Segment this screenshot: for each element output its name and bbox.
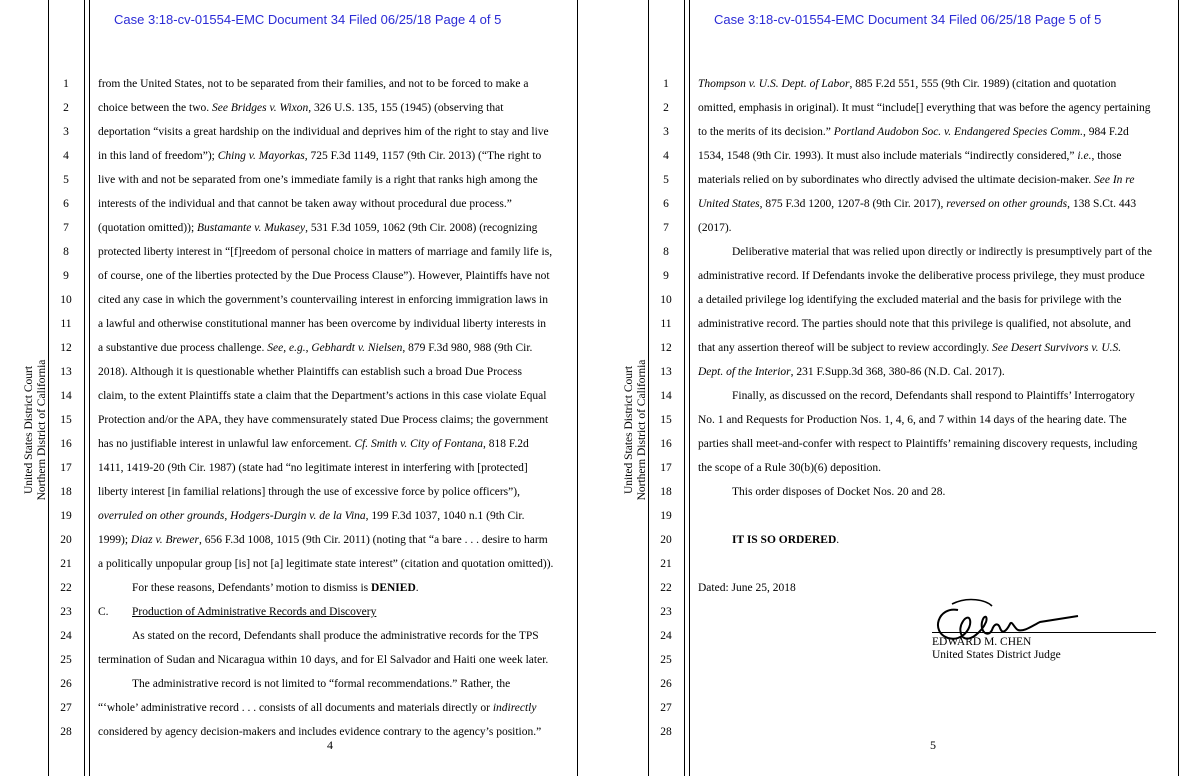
line-number: 25 [660, 654, 672, 666]
text-line: from the United States, not to be separated from their families, and not to be forced to make a [98, 78, 529, 90]
text-line: 1999); Diaz v. Brewer, 656 F.3d 1008, 1015 (9th Cir. 2011) (noting that “a bare . . . desire to harm [98, 534, 548, 546]
text-line: claim, to the extent Plaintiffs state a claim that the Department’s actions in this case violate Equal [98, 390, 547, 402]
document-page-5 [600, 0, 1200, 776]
text-line: No. 1 and Requests for Production Nos. 1, 4, 6, and 7 within 14 days of the hearing date. The [698, 414, 1127, 426]
line-number: 28 [60, 726, 72, 738]
text-line: administrative record. The parties should note that this privilege is qualified, not absolute, and [698, 318, 1131, 330]
line-number: 26 [660, 678, 672, 690]
text-line: liberty interest [in familial relations] through the use of excessive force by police officers”), [98, 486, 520, 498]
text-line: interests of the individual and that cannot be taken away without procedural due process.” [98, 198, 512, 210]
order-statement: IT IS SO ORDERED. [732, 534, 840, 546]
line-number: 22 [60, 582, 72, 594]
text-line: considered by agency decision-makers and includes evidence contrary to the agency’s position.” [98, 726, 542, 738]
line-number: 4 [663, 150, 669, 162]
text-line: United States, 875 F.3d 1200, 1207-8 (9th Cir. 2017), reversed on other grounds, 138 S.Ct. 443 [698, 198, 1137, 210]
text-line: materials relied on by subordinates who directly advised the ultimate decision-maker. See In re [698, 174, 1135, 186]
text-line: administrative record. If Defendants invoke the deliberative process privilege, they must produce [698, 270, 1145, 282]
line-number: 14 [660, 390, 672, 402]
page-number: 5 [930, 738, 936, 752]
line-number: 11 [60, 318, 72, 330]
line-number: 9 [663, 270, 669, 282]
line-number: 22 [660, 582, 672, 594]
line-number: 27 [60, 702, 72, 714]
line-number: 20 [660, 534, 672, 546]
text-line: that any assertion thereof will be subject to review accordingly. See Desert Survivors v. U.S. [698, 342, 1122, 354]
line-number: 28 [660, 726, 672, 738]
line-number: 20 [60, 534, 72, 546]
line-number: 14 [60, 390, 72, 402]
text-line: the scope of a Rule 30(b)(6) deposition. [698, 462, 881, 474]
text-line: a lawful and otherwise constitutional manner has been overcome by individual liberty interests in [98, 318, 547, 330]
text-line: (quotation omitted)); Bustamante v. Mukasey, 531 F.3d 1059, 1062 (9th Cir. 2008) (recognizing [98, 222, 538, 234]
line-number: 8 [663, 246, 669, 258]
line-number: 15 [60, 414, 72, 426]
margin-rule [577, 0, 578, 776]
line-number: 9 [63, 270, 69, 282]
court-name: United States District Court [23, 365, 35, 495]
line-number: 7 [663, 222, 669, 234]
text-line: a substantive due process challenge. See, e.g., Gebhardt v. Nielsen, 879 F.3d 980, 988 (9th Cir. [98, 342, 533, 354]
line-number: 1 [63, 78, 69, 90]
line-number: 17 [660, 462, 672, 474]
text-line: The administrative record is not limited to “formal recommendations.” Rather, the [132, 678, 511, 690]
line-number: 12 [660, 342, 672, 354]
court-district: Northern District of California [636, 359, 648, 501]
text-line: “‘whole’ administrative record . . . consists of all documents and materials directly or indirectly [98, 702, 537, 714]
line-number: 24 [660, 630, 672, 642]
text-line: in this land of freedom”); Ching v. Mayorkas, 725 F.3d 1149, 1157 (9th Cir. 2013) (“The right to [98, 150, 542, 162]
line-number: 2 [63, 102, 69, 114]
text-line: of course, one of the liberties protected by the Due Process Clause”). However, Plaintiffs have not [98, 270, 550, 282]
margin-rule [84, 0, 85, 776]
text-line: 1534, 1548 (9th Cir. 1993). It must also include materials “indirectly considered,” i.e., those [698, 150, 1122, 162]
margin-rule [684, 0, 685, 776]
line-number: 18 [660, 486, 672, 498]
text-line: protected liberty interest in “[f]reedom of personal choice in matters of marriage and family life is, [98, 246, 553, 258]
judge-name: EDWARD M. CHEN [932, 636, 1032, 648]
line-number: 19 [660, 510, 672, 522]
margin-rule [689, 0, 690, 776]
line-number: 12 [60, 342, 72, 354]
margin-rule [1178, 0, 1179, 776]
text-line: a detailed privilege log identifying the excluded material and the basis for privilege with the [698, 294, 1122, 306]
line-number: 13 [60, 366, 72, 378]
text-line: live with and not be separated from one’s immediate family is a right that ranks high among the [98, 174, 538, 186]
text-line: termination of Sudan and Nicaragua within 10 days, and for El Salvador and Haiti one week later. [98, 654, 549, 666]
margin-rule [89, 0, 90, 776]
case-header: Case 3:18-cv-01554-EMC Document 34 Filed 06/25/18 Page 4 of 5 [114, 12, 502, 27]
court-name: United States District Court [623, 365, 635, 495]
line-number: 27 [660, 702, 672, 714]
line-number: 21 [60, 558, 72, 570]
text-line: Deliberative material that was relied upon directly or indirectly is presumptively part of the [732, 246, 1152, 258]
text-line: Thompson v. U.S. Dept. of Labor, 885 F.2d 551, 555 (9th Cir. 1989) (citation and quotation [698, 78, 1117, 90]
line-number: 16 [660, 438, 672, 450]
date-line: Dated: June 25, 2018 [698, 582, 796, 594]
line-number: 11 [660, 318, 672, 330]
text-line: 1411, 1419-20 (9th Cir. 1987) (state had “no legitimate interest in interfering with [protected] [98, 462, 528, 474]
text-line: overruled on other grounds, Hodgers-Durgin v. de la Vina, 199 F.3d 1037, 1040 n.1 (9th Cir. [98, 510, 525, 522]
line-number: 3 [63, 126, 69, 138]
line-number: 1 [663, 78, 669, 90]
line-number: 15 [660, 414, 672, 426]
text-line: has no justifiable interest in unlawful law enforcement. Cf. Smith v. City of Fontana, 818 F.2d [98, 438, 529, 450]
line-number: 7 [63, 222, 69, 234]
text-line: choice between the two. See Bridges v. Wixon, 326 U.S. 135, 155 (1945) (observing that [98, 102, 504, 114]
signature-block [932, 636, 1061, 662]
line-number: 16 [60, 438, 72, 450]
line-number: 18 [60, 486, 72, 498]
text-line: a politically unpopular group [is] not [a] legitimate state interest” (citation and quotation omitted)). [98, 558, 554, 570]
text-line: deportation “visits a great hardship on the individual and deprives him of the right to stay and live [98, 126, 549, 138]
case-header: Case 3:18-cv-01554-EMC Document 34 Filed 06/25/18 Page 5 of 5 [714, 12, 1102, 27]
line-number: 21 [660, 558, 672, 570]
text-line: This order disposes of Docket Nos. 20 and 28. [732, 486, 946, 498]
line-number: 13 [660, 366, 672, 378]
section-heading: C. Production of Administrative Records and Discovery [98, 606, 377, 618]
text-line: 2018). Although it is questionable whether Plaintiffs can establish such a broad Due Process [98, 366, 522, 378]
line-number: 8 [63, 246, 69, 258]
line-number: 4 [63, 150, 69, 162]
line-number: 19 [60, 510, 72, 522]
court-district: Northern District of California [36, 359, 48, 501]
line-number: 24 [60, 630, 72, 642]
line-number: 6 [63, 198, 69, 210]
line-number: 25 [60, 654, 72, 666]
signature-line [932, 632, 1156, 633]
text-line: For these reasons, Defendants’ motion to dismiss is DENIED. [132, 582, 419, 594]
line-number: 26 [60, 678, 72, 690]
line-number: 17 [60, 462, 72, 474]
line-number: 3 [663, 126, 669, 138]
judge-title: United States District Judge [932, 649, 1061, 661]
line-number: 6 [663, 198, 669, 210]
text-line: cited any case in which the government’s countervailing interest in enforcing immigration laws in [98, 294, 548, 306]
line-number: 5 [63, 174, 69, 186]
text-line: parties shall meet-and-confer with respect to Plaintiffs’ remaining discovery requests, including [698, 438, 1138, 450]
line-number: 5 [663, 174, 669, 186]
line-number: 10 [660, 294, 672, 306]
page-number: 4 [327, 738, 333, 752]
line-number: 23 [660, 606, 672, 618]
text-line: Dept. of the Interior, 231 F.Supp.3d 368, 380-86 (N.D. Cal. 2017). [698, 366, 1005, 378]
text-line: to the merits of its decision.” Portland Audobon Soc. v. Endangered Species Comm., 984 F.2d [698, 126, 1129, 138]
text-line: omitted, emphasis in original). It must “include[] everything that was before the agency pertaining [698, 102, 1151, 114]
text-line: As stated on the record, Defendants shall produce the administrative records for the TPS [132, 630, 539, 642]
line-number: 23 [60, 606, 72, 618]
text-line: Protection and/or the APA, they have commensurately stated Due Process claims; the government [98, 414, 549, 426]
text-line: (2017). [698, 222, 732, 234]
line-number: 10 [60, 294, 72, 306]
text-line: Finally, as discussed on the record, Defendants shall respond to Plaintiffs’ Interrogatory [732, 390, 1135, 402]
line-number: 2 [663, 102, 669, 114]
